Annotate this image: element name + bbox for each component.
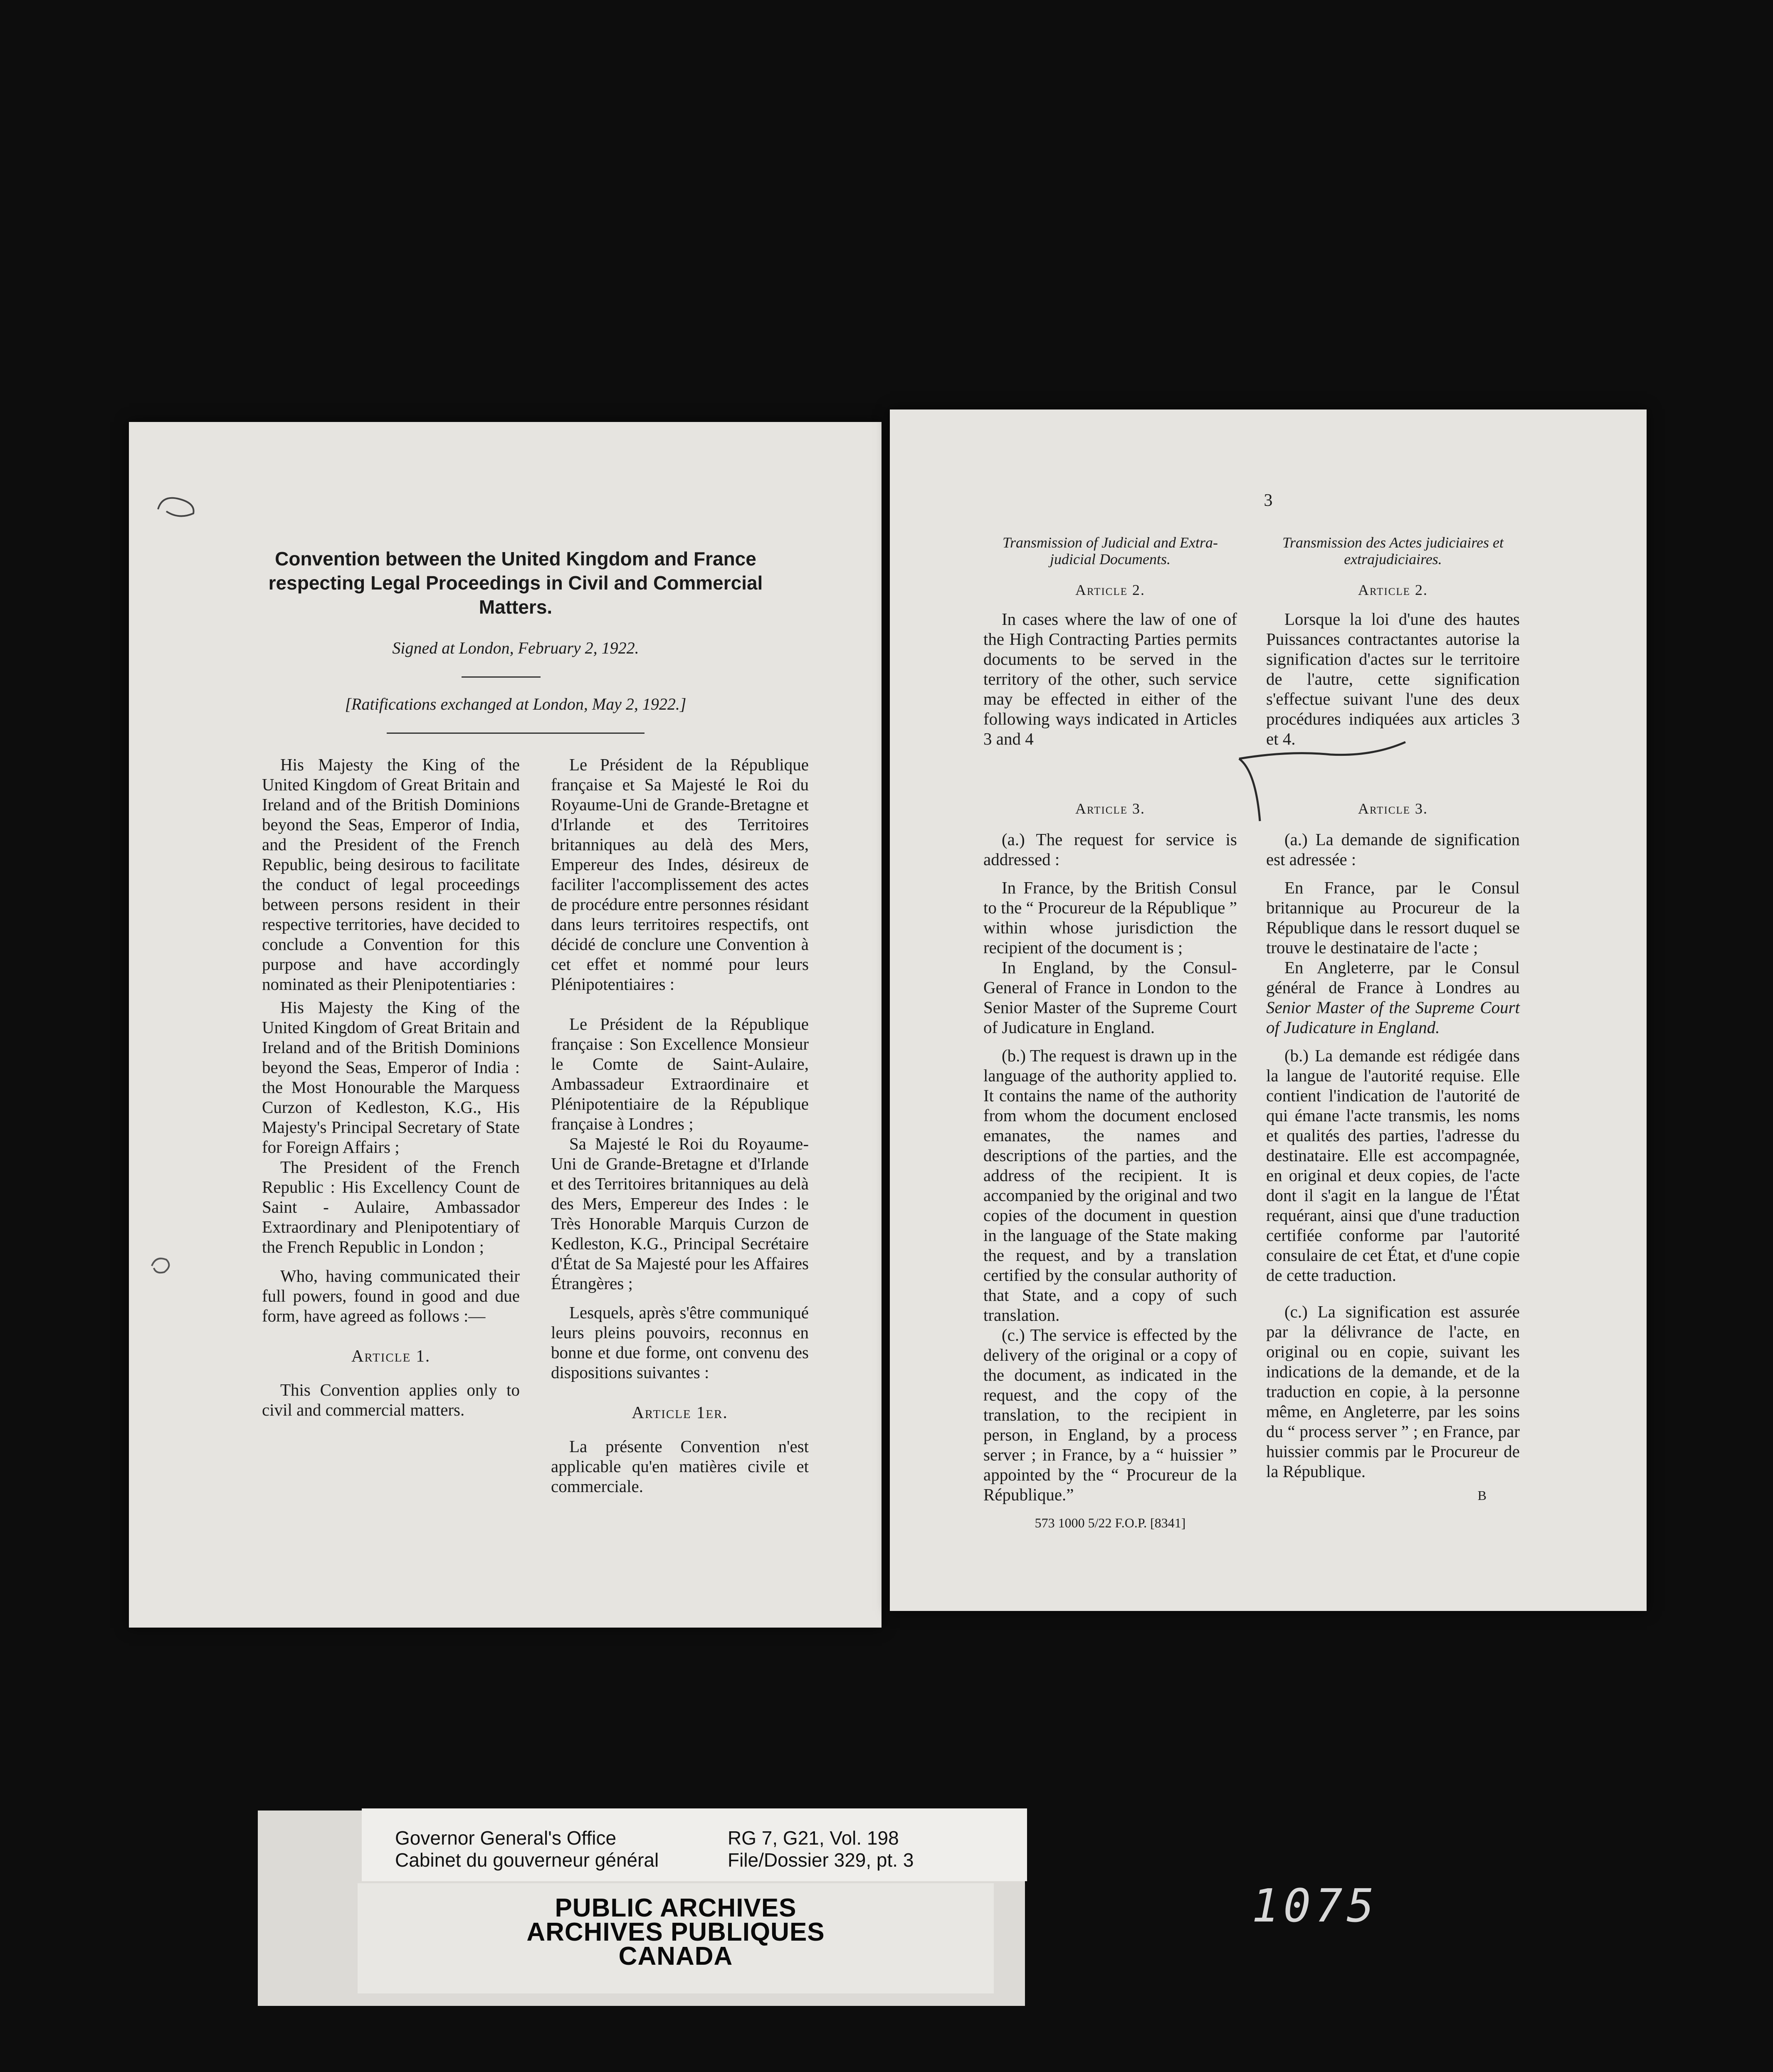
article-text: In cases where the law of one of the High Contracting Parties permits documents to be served in the territory of the other, such service may be effected in either of the following ways indicated in Articles 3 and 4	[983, 609, 1237, 748]
plenipotentiary-fr-en: The President of the French Republic : His Excellency Count de Saint - Aulaire, Ambassador Extraordinary and Plenipotentiary of the French Republic in London ;	[262, 1157, 520, 1256]
office-label	[362, 1808, 1027, 1881]
clause-c: (c.) The service is effected by the delivery of the original or a copy of the document, as indicated in the request, and the copy of the translation, to the recipient in person, in England, by a process server ; in France, by a “ huissier ” appointed by the “ Procureur de la République.”	[983, 1325, 1237, 1504]
clause-a: (a.) La demande de signification est adressée :	[1266, 830, 1520, 869]
archives-stamp	[358, 1883, 994, 1993]
article-heading: Article 3.	[1358, 800, 1428, 817]
french-column	[551, 755, 809, 1496]
preamble-en: His Majesty the King of the United Kingdom of Great Britain and Ireland and of the British Dominions beyond the Seas, Emperor of India, and the President of the French Republic, being desirous to facilitate the conduct of legal proceedings between persons resident in their respective territories, have decided to conclude a Convention for this purpose and have accordingly nominated as their Plenipotentiaries :	[262, 755, 520, 994]
pencil-mark-icon	[154, 493, 204, 522]
clause-a-france: En France, par le Consul britannique au Procureur de la République dans le ressort duquel se trouve le destinataire de l'acte ;	[1266, 878, 1520, 957]
stamp-line-2: ARCHIVES PUBLIQUES	[526, 1918, 825, 1946]
divider	[462, 676, 541, 678]
clause-b: (b.) La demande est rédigée dans la langue de l'autorité requise. Elle contient l'indication de l'autorité de qui émane l'acte transmis, les noms et qualités des parties, l'adresse du destinataire. Elle est accompagnée, en original et deux copies, de l'acte dont il s'agit en la langue de l'État requérant, ainsi que d'une traduction certifiée conforme par l'autorité consulaire de cet État, et d'une copie de cette traduction.	[1266, 1046, 1520, 1285]
clause-c: (c.) La signification est assurée par la délivrance de l'acte, en original ou en copie, suivant les indications de la demande, et de la traduction en copie, à la personne même, en Angleterre, par les soins du “ process server ” ; en France, par huissier commis par le Procureur de la République.	[1266, 1302, 1520, 1481]
plenipotentiary-fr-fr: Le Président de la République française : Son Excellence Monsieur le Comte de Saint-Aulaire, Ambassadeur Extraordinaire et Plénipotentiaire de la République française à Londres ;	[551, 1014, 809, 1133]
clause-b: (b.) The request is drawn up in the language of the authority applied to. It contains the name of the authority from whom the document enclosed emanates, the names and descriptions of the parties, and the address of the recipient. It is accompanied by the original and two copies of the document in question in the language of the State making the request, and by a translation certified by the consular authority of that State, and a copy of such translation.	[983, 1046, 1237, 1325]
pencil-mark-icon	[148, 1253, 177, 1278]
agreement-fr: Lesquels, après s'être communiqué leurs pleins pouvoirs, reconnus en bonne et due forme, ont convenu des dispositions suivantes :	[551, 1303, 809, 1382]
french-column	[1266, 534, 1520, 1505]
article-text: Lorsque la loi d'une des hautes Puissances contractantes autorise la signification d'actes sur le territoire de l'autre, cette signification s'effectue suivant l'une des deux procédures indiquées aux articles 3 et 4.	[1266, 609, 1520, 748]
printer-footer: 573 1000 5/22 F.O.P. [8341]	[1035, 1515, 1186, 1530]
article-heading: Article 1.	[351, 1346, 431, 1365]
office-fr: Cabinet du gouverneur général	[395, 1849, 659, 1871]
clause-a-england	[1266, 957, 1520, 1037]
clause-a-england-prefix: En Angleterre, par le Consul général de France à Londres au	[1266, 958, 1520, 997]
plenipotentiary-uk-en: His Majesty the King of the United Kingdom of Great Britain and Ireland and of the British Dominions beyond the Seas, Emperor of India : the Most Honourable the Marquess Curzon of Kedleston, K.G., His Majesty's Principal Secretary of State for Foreign Affairs ;	[262, 998, 520, 1157]
english-column	[983, 534, 1237, 1533]
document-title: Convention between the United Kingdom and France respecting Legal Proceedings in Civil and Commercial Matters.	[268, 548, 763, 618]
clause-a-england-court: Senior Master of the Supreme Court of Judicature in England.	[1266, 998, 1520, 1037]
frame-number: 1075	[1252, 1879, 1378, 1932]
article-text: This Convention applies only to civil and commercial matters.	[262, 1380, 520, 1419]
clause-a-france: In France, by the British Consul to the “ Procureur de la République ” within whose jurisdiction the recipient of the document is ;	[983, 878, 1237, 957]
section-heading: Transmission des Actes judiciaires et extrajudiciaires.	[1282, 534, 1504, 567]
left-page	[129, 422, 882, 1628]
plenipotentiary-uk-fr: Sa Majesté le Roi du Royaume-Uni de Grande-Bretagne et d'Irlande et des Territoires britanniques au delà des Mers, Empereur des Indes : le Très Honorable Marquis Curzon de Kedleston, K.G., Principal Secrétaire d'État de Sa Majesté pour les Affaires Étrangères ;	[551, 1134, 809, 1293]
article-heading: Article 2.	[1358, 582, 1428, 598]
preamble-fr: Le Président de la République française et Sa Majesté le Roi du Royaume-Uni de Grande-Bretagne et d'Irlande et des Territoires britanniques au delà des Mers, Empereur des Indes, désireux de faciliter l'accomplissement des actes de procédure entre personnes résidant dans leurs territoires respectifs, ont décidé de conclure une Convention à cet effet et nommé pour leurs Plénipotentiaires :	[551, 755, 809, 994]
stamp-line-3: CANADA	[618, 1942, 733, 1971]
page-number: 3	[1264, 491, 1273, 510]
pencil-stroke-icon	[1227, 725, 1426, 834]
clause-a: (a.) The request for service is addressed :	[983, 830, 1237, 869]
article-text: La présente Convention n'est applicable qu'en matières civile et commerciale.	[551, 1437, 809, 1496]
article-heading: Article 2.	[1075, 582, 1145, 598]
right-page	[890, 409, 1647, 1611]
reference-line-1: RG 7, G21, Vol. 198	[728, 1827, 899, 1849]
reference-line-2: File/Dossier 329, pt. 3	[728, 1849, 914, 1871]
clause-a-england: In England, by the Consul-General of France in London to the Senior Master of the Supreme Court of Judicature in England.	[983, 958, 1237, 1037]
divider	[387, 733, 645, 734]
article-heading: Article 1er.	[632, 1403, 728, 1422]
office-en: Governor General's Office	[395, 1827, 617, 1849]
signature-mark: B	[1477, 1488, 1487, 1503]
ratifications-line: [Ratifications exchanged at London, May 2, 1922.]	[345, 695, 686, 713]
stamp-line-1: PUBLIC ARCHIVES	[555, 1894, 797, 1922]
section-heading: Transmission of Judicial and Extra-judicial Documents.	[1002, 534, 1218, 567]
agreement-en: Who, having communicated their full powers, found in good and due form, have agreed as follows :—	[262, 1266, 520, 1325]
english-column	[262, 755, 520, 1420]
signed-line: Signed at London, February 2, 1922.	[392, 639, 639, 657]
article-heading: Article 3.	[1075, 800, 1145, 817]
